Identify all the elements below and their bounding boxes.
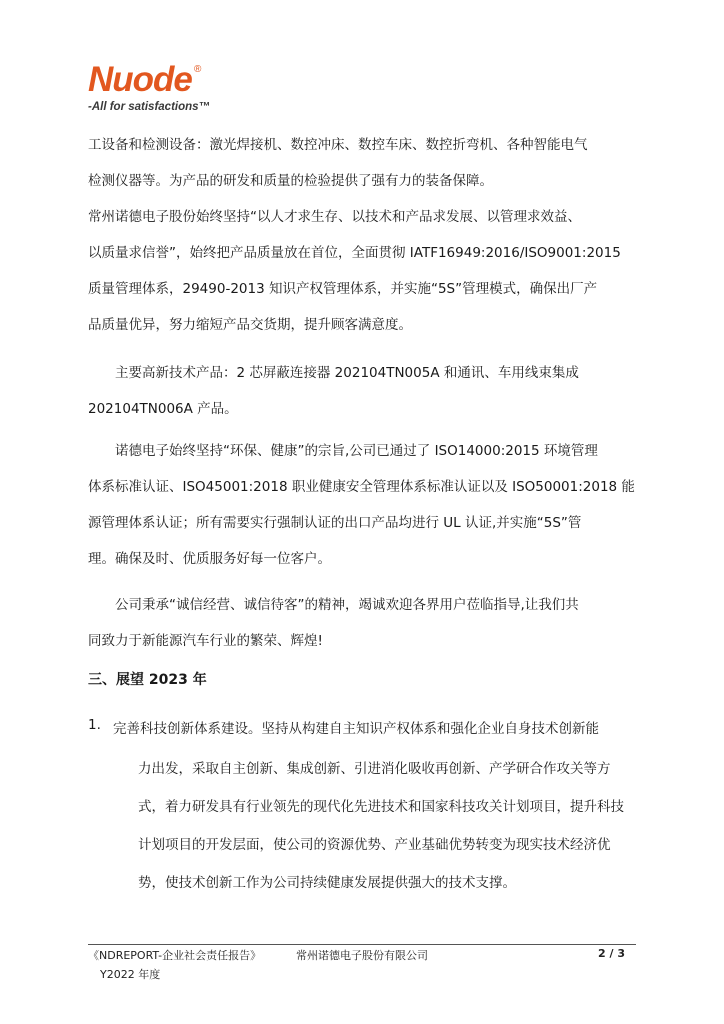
paragraph-2-line-2: 以质量求信誉”，始终把产品质量放在首位，全面贯彻 IATF16949:2016/ISO9001:2015 <box>88 245 621 261</box>
paragraph-3-line-1: 主要高新技术产品：2 芯屏蔽连接器 202104TN005A 和通讯、车用线束集成 <box>115 365 579 381</box>
paragraph-2-line-1: 常州诺德电子股份始终坚持“以人才求生存、以技术和产品求发展、以管理求效益、 <box>88 209 581 225</box>
paragraph-4-line-4: 理。确保及时、优质服务好每一位客户。 <box>88 551 331 567</box>
paragraph-4-line-1: 诺德电子始终坚持“环保、健康”的宗旨,公司已通过了 ISO14000:2015 环境管理 <box>115 443 598 459</box>
list-item-line-1: 完善科技创新体系建设。坚持从构建自主知识产权体系和强化企业自身技术创新能 <box>113 721 599 737</box>
paragraph-4-line-3: 源管理体系认证；所有需要实行强制认证的出口产品均进行 UL 认证,并实施“5S”管 <box>88 515 582 531</box>
paragraph-2-line-4: 品质量优异，努力缩短产品交货期，提升顾客满意度。 <box>88 317 412 333</box>
list-item-line-3: 式，着力研发具有行业领先的现代化先进技术和国家科技攻关计划项目，提升科技 <box>138 799 624 815</box>
paragraph-2-line-3: 质量管理体系，29490-2013 知识产权管理体系，并实施“5S”管理模式，确保出厂产 <box>88 281 598 297</box>
list-item-line-4: 计划项目的开发层面，使公司的资源优势、产业基础优势转变为现实技术经济优 <box>138 837 611 853</box>
footer-divider <box>88 944 636 945</box>
paragraph-1-line-2: 检测仪器等。为产品的研发和质量的检验提供了强有力的装备保障。 <box>88 173 493 189</box>
footer-year: Y2022 年度 <box>100 968 161 981</box>
company-logo <box>88 62 238 122</box>
paragraph-3-line-2: 202104TN006A 产品。 <box>88 401 238 417</box>
section-heading: 三、展望 2023 年 <box>88 672 207 688</box>
list-item-line-5: 势，使技术创新工作为公司持续健康发展提供强大的技术支撑。 <box>138 875 516 891</box>
footer-page-number: 2 / 3 <box>598 947 625 960</box>
registered-mark: ® <box>194 64 202 75</box>
footer-company: 常州诺德电子股份有限公司 <box>296 949 428 962</box>
list-item-line-2: 力出发，采取自主创新、集成创新、引进消化吸收再创新、产学研合作攻关等方 <box>138 761 611 777</box>
paragraph-5-line-1: 公司秉承“诚信经营、诚信待客”的精神，竭诚欢迎各界用户莅临指导,让我们共 <box>115 597 579 613</box>
list-item-number: 1. <box>88 717 101 733</box>
footer-report-title: 《NDREPORT-企业社会责任报告》 <box>88 949 262 962</box>
paragraph-5-line-2: 同致力于新能源汽车行业的繁荣、辉煌! <box>88 633 323 649</box>
logo-wordmark: Nuode <box>88 60 192 99</box>
paragraph-1-line-1: 工设备和检测设备：激光焊接机、数控冲床、数控车床、数控折弯机、各种智能电气 <box>88 137 588 153</box>
paragraph-4-line-2: 体系标准认证、ISO45001:2018 职业健康安全管理体系标准认证以及 ISO50001:2018 能 <box>88 479 635 495</box>
logo-tagline: -All for satisfactions™ <box>88 101 211 113</box>
